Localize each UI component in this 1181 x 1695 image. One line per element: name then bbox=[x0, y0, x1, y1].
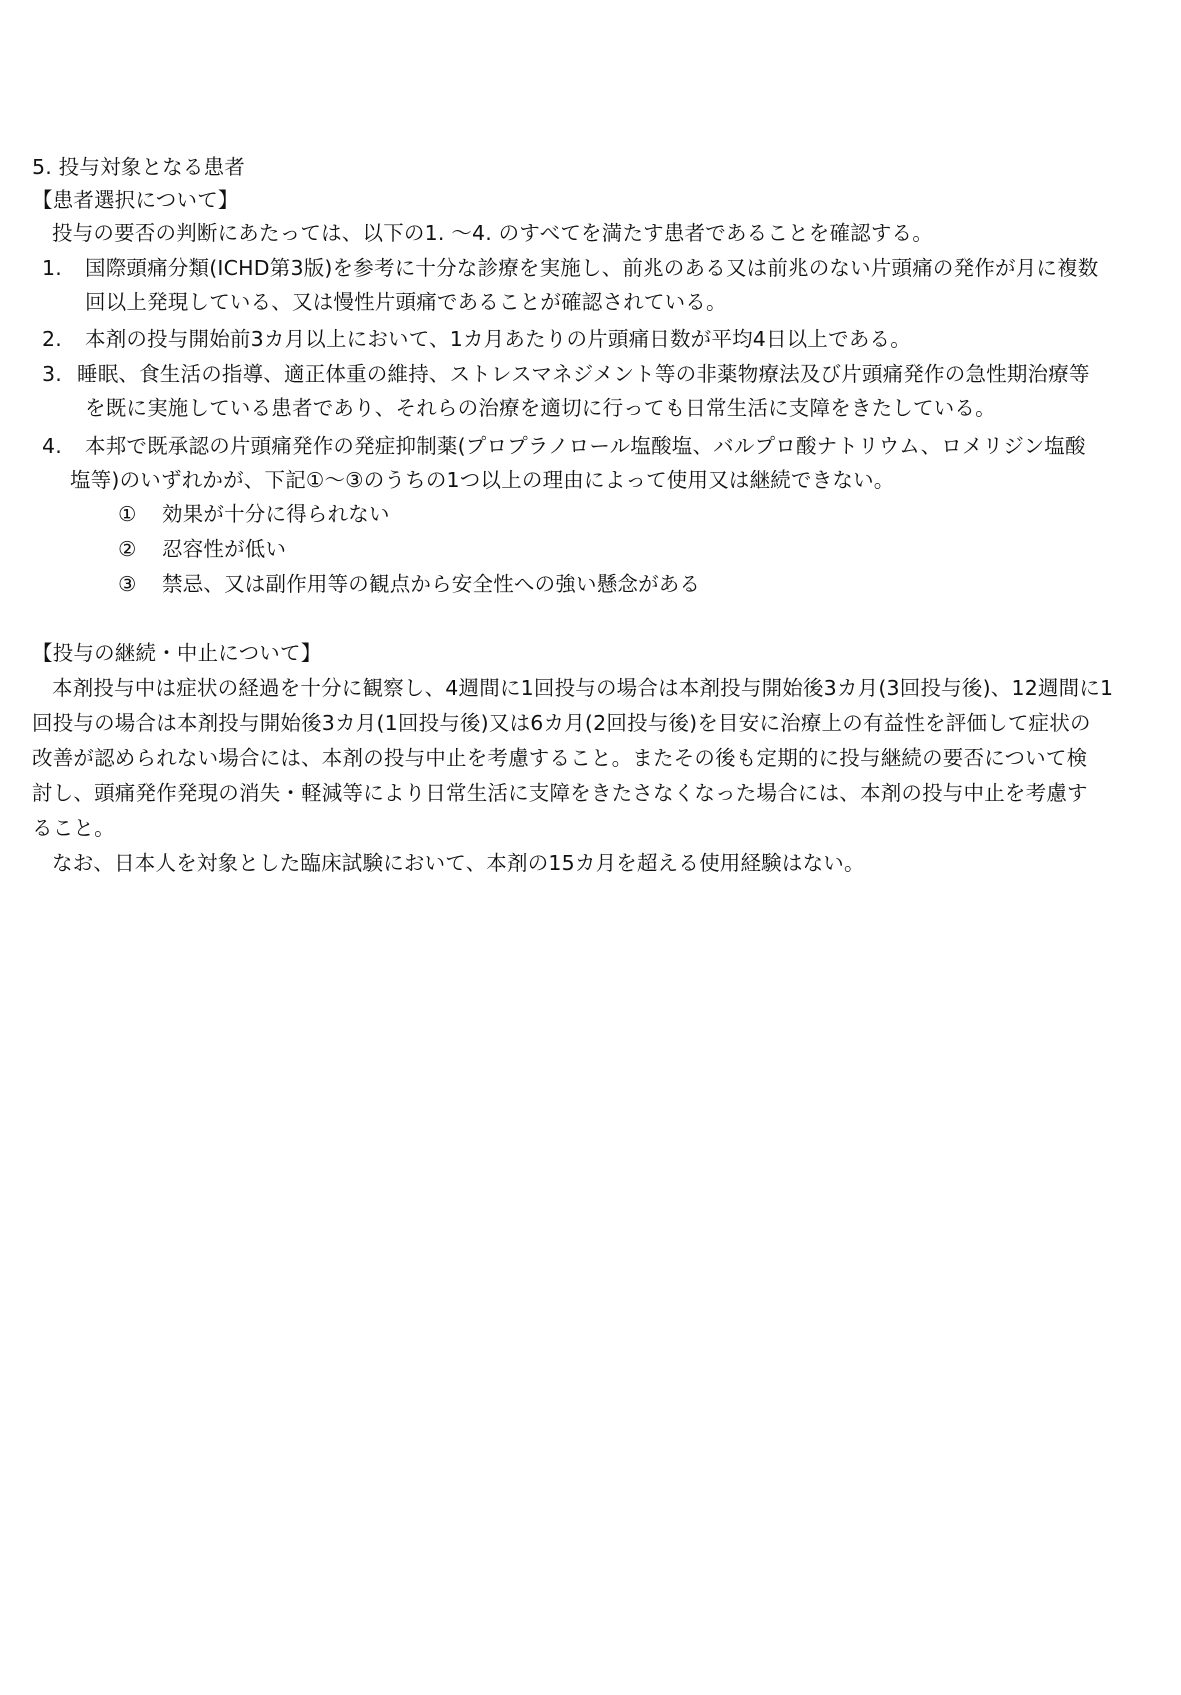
reason-2-marker: ② bbox=[118, 537, 137, 561]
continuation-heading: 【投与の継続・中止について】 bbox=[32, 641, 322, 665]
patient-selection-intro: 投与の要否の判断にあたっては、以下の1. ～4. のすべてを満たす患者であることを確認する。 bbox=[52, 221, 933, 245]
criterion-2-number: 2. bbox=[42, 327, 62, 351]
reason-2-text: 忍容性が低い bbox=[162, 537, 287, 561]
section-heading: 5. 投与対象となる患者 bbox=[32, 155, 245, 179]
patient-selection-heading: 【患者選択について】 bbox=[32, 188, 239, 212]
criterion-4-line-2: 塩等)のいずれかが、下記①～③のうちの1つ以上の理由によって使用又は継続できない。 bbox=[70, 468, 895, 492]
criterion-1-line-1: 国際頭痛分類(ICHD第3版)を参考に十分な診療を実施し、前兆のある又は前兆のない片頭痛の発作が月に複数 bbox=[85, 256, 1099, 280]
continuation-line-1: 本剤投与中は症状の経過を十分に観察し、4週間に1回投与の場合は本剤投与開始後3カ月(3回投与後)、12週間に1 bbox=[52, 676, 1114, 700]
criterion-3-line-1: 睡眠、食生活の指導、適正体重の維持、ストレスマネジメント等の非薬物療法及び片頭痛発作の急性期治療等 bbox=[77, 362, 1090, 386]
reason-3-text: 禁忌、又は副作用等の観点から安全性への強い懸念がある bbox=[162, 572, 701, 596]
continuation-line-3: 改善が認められない場合には、本剤の投与中止を考慮すること。またその後も定期的に投与継続の要否について検 bbox=[32, 746, 1088, 770]
reason-1-marker: ① bbox=[118, 502, 137, 526]
criterion-3-number: 3. bbox=[42, 362, 62, 386]
clinical-experience-note: なお、日本人を対象とした臨床試験において、本剤の15カ月を超える使用経験はない。 bbox=[52, 851, 865, 875]
continuation-line-5: ること。 bbox=[32, 816, 115, 840]
criterion-1-number: 1. bbox=[42, 256, 62, 280]
criterion-3-line-2: を既に実施している患者であり、それらの治療を適切に行っても日常生活に支障をきたしている。 bbox=[85, 396, 996, 420]
reason-3-marker: ③ bbox=[118, 572, 137, 596]
criterion-4-number: 4. bbox=[42, 434, 62, 458]
criterion-1-line-2: 回以上発現している、又は慢性片頭痛であることが確認されている。 bbox=[85, 290, 727, 314]
reason-1-text: 効果が十分に得られない bbox=[162, 502, 390, 526]
criterion-4-line-1: 本邦で既承認の片頭痛発作の発症抑制薬(プロプラノロール塩酸塩、バルプロ酸ナトリウム、ロメリジン塩酸 bbox=[85, 434, 1086, 458]
continuation-line-2: 回投与の場合は本剤投与開始後3カ月(1回投与後)又は6カ月(2回投与後)を目安に治療上の有益性を評価して症状の bbox=[32, 711, 1091, 735]
criterion-2-line-1: 本剤の投与開始前3カ月以上において、1カ月あたりの片頭痛日数が平均4日以上である。 bbox=[85, 327, 911, 351]
continuation-line-4: 討し、頭痛発作発現の消失・軽減等により日常生活に支障をきたさなくなった場合には、本剤の投与中止を考慮す bbox=[32, 781, 1088, 805]
